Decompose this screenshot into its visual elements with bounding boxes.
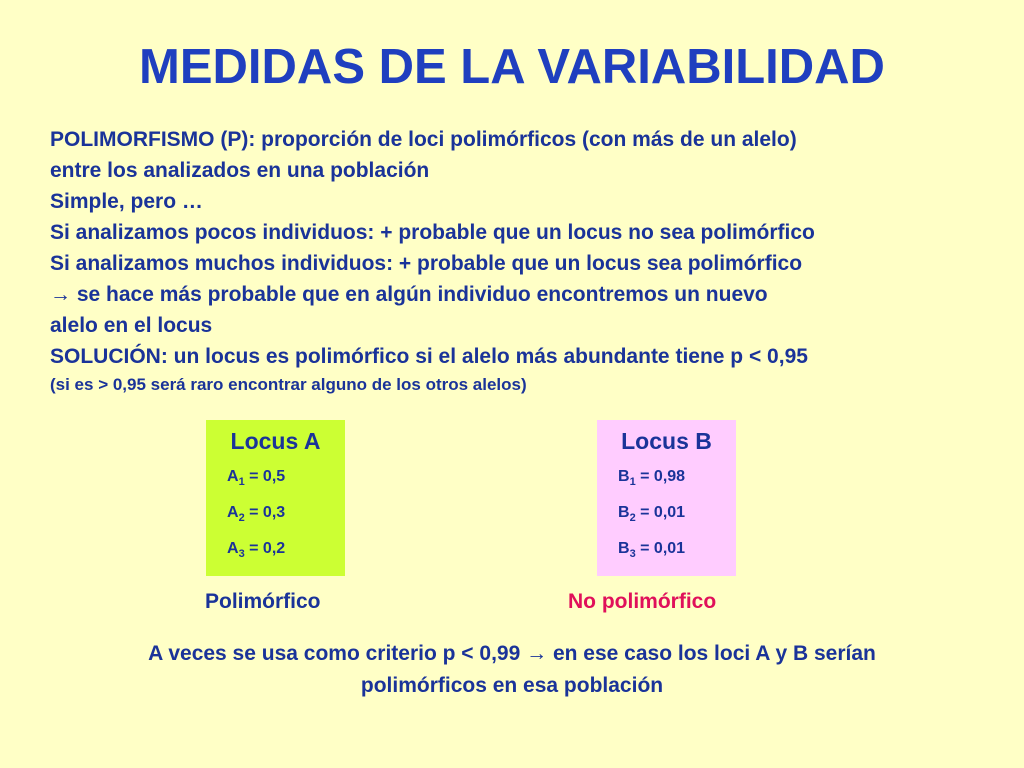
allele-b2: $B_2 = 0,01$ <box>618 504 686 525</box>
conclusion-text <box>40 638 984 702</box>
allele-a1: $A_1 = 0,5$ <box>227 468 286 489</box>
locus-a-box <box>206 420 345 576</box>
allele-a2: $A_2 = 0,3$ <box>227 504 286 525</box>
locus-a-verdict: Polimórfico <box>205 590 321 613</box>
allele-b3: $B_3 = 0,01$ <box>618 540 686 561</box>
slide-title: MEDIDAS DE LA VARIABILIDAD <box>139 40 885 94</box>
allele-b1: $B_1 = 0,98$ <box>618 468 686 489</box>
intro-line: SOLUCIÓN: un locus es polimórfico si el alelo más abundante tiene p < 0,95 <box>50 345 808 368</box>
locus-b-title: Locus B <box>621 428 712 454</box>
intro-text <box>50 124 1010 398</box>
intro-line: alelo en el locus <box>50 314 213 337</box>
intro-note: (si es > 0,95 será raro encontrar alguno de los otros alelos) <box>50 375 527 394</box>
allele-a3: $A_3 = 0,2$ <box>227 540 286 561</box>
locus-a-title: Locus A <box>230 428 321 454</box>
conclusion-line: A veces se usa como criterio p < 0,99 → en ese caso los loci A y B serían <box>148 642 876 665</box>
locus-b-verdict: No polimórfico <box>568 590 717 613</box>
intro-line: entre los analizados en una población <box>50 159 430 182</box>
intro-line: Si analizamos muchos individuos: + probable que un locus sea polimórfico <box>50 252 803 275</box>
intro-line: Simple, pero … <box>50 190 203 213</box>
intro-line: → se hace más probable que en algún individuo encontremos un nuevo <box>50 283 768 306</box>
intro-line: POLIMORFISMO (P): proporción de loci polimórficos (con más de un alelo) <box>50 128 797 151</box>
intro-line: Si analizamos pocos individuos: + probable que un locus no sea polimórfico <box>50 221 815 244</box>
conclusion-line: polimórficos en esa población <box>360 674 664 697</box>
locus-b-box <box>597 420 736 576</box>
